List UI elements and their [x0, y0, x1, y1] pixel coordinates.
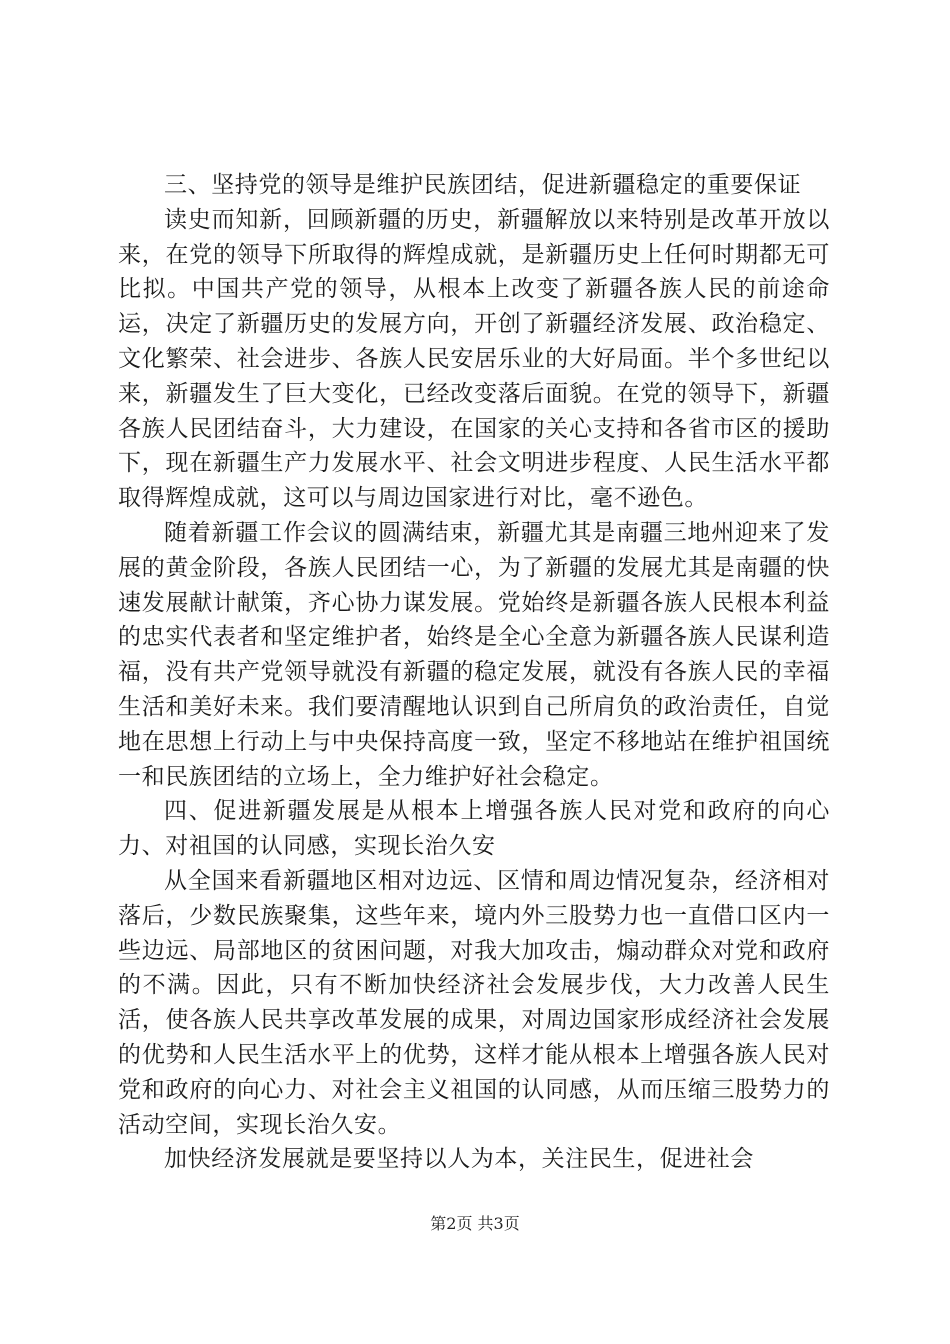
body-paragraph: 从全国来看新疆地区相对边远、区情和周边情况复杂，经济相对落后，少数民族聚集，这些年来，境内外三股势力也一直借口区内一些边远、局部地区的贫困问题，对我大加攻击，煽动群众对党和政府的不满。因此，只有不断加快经济社会发展步伐，大力改善人民生活，使各族人民共享改革发展的成果，对周边国家形成经济社会发展的优势和人民生活水平上的优势，这样才能从根本上增强各族人民对党和政府的向心力、对社会主义祖国的认同感，从而压缩三股势力的活动空间，实现长治久安。 — [118, 867, 830, 1138]
page-number-footer: 第2页 共3页 — [430, 1214, 520, 1233]
document-body — [118, 168, 830, 1177]
section-heading-four: 四、促进新疆发展是从根本上增强各族人民对党和政府的向心力、对祖国的认同感，实现长治久安 — [118, 798, 830, 860]
section-heading-three: 三、坚持党的领导是维护民族团结，促进新疆稳定的重要保证 — [164, 172, 802, 198]
body-paragraph: 读史而知新，回顾新疆的历史，新疆解放以来特别是改革开放以来，在党的领导下所取得的辉煌成就，是新疆历史上任何时期都无可比拟。中国共产党的领导，从根本上改变了新疆各族人民的前途命运，决定了新疆历史的发展方向，开创了新疆经济发展、政治稳定、文化繁荣、社会进步、各族人民安居乐业的大好局面。半个多世纪以来，新疆发生了巨大变化，已经改变落后面貌。在党的领导下，新疆各族人民团结奋斗，大力建设，在国家的关心支持和各省市区的援助下，现在新疆生产力发展水平、社会文明进步程度、人民生活水平都取得辉煌成就，这可以与周边国家进行对比，毫不逊色。 — [118, 206, 830, 512]
body-paragraph: 随着新疆工作会议的圆满结束，新疆尤其是南疆三地州迎来了发展的黄金阶段，各族人民团结一心，为了新疆的发展尤其是南疆的快速发展献计献策，齐心协力谋发展。党始终是新疆各族人民根本利益的忠实代表者和坚定维护者，始终是全心全意为新疆各族人民谋利造福，没有共产党领导就没有新疆的稳定发展，就没有各族人民的幸福生活和美好未来。我们要清醒地认识到自己所肩负的政治责任，自觉地在思想上行动上与中央保持高度一致，坚定不移地站在维护祖国统一和民族团结的立场上，全力维护好社会稳定。 — [118, 519, 830, 790]
body-paragraph: 加快经济发展就是要坚持以人为本，关注民生，促进社会 — [164, 1146, 754, 1173]
